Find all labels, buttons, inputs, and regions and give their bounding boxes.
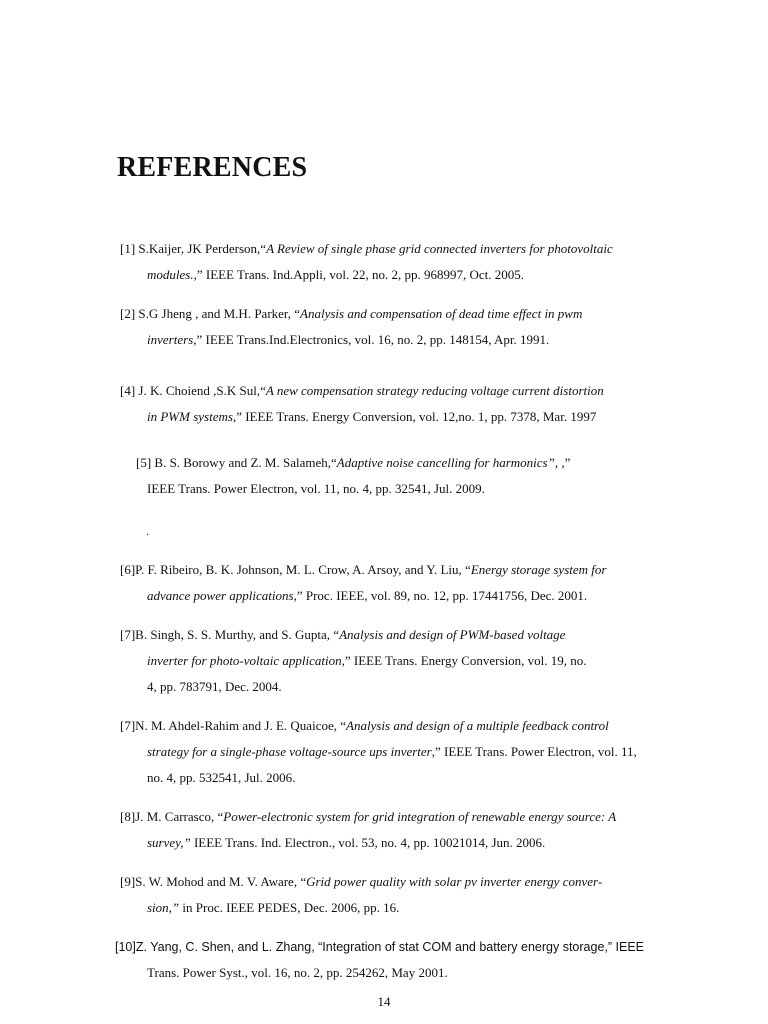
reference-line: [5] B. S. Borowy and Z. M. Salameh,“Adaptive noise cancelling for harmonics”, ,” [136,455,571,470]
reference-8 [120,804,616,856]
reference-line: [6]P. F. Ribeiro, B. K. Johnson, M. L. Crow, A. Arsoy, and Y. Liu, “Energy storage system for [120,562,607,577]
page-number: 14 [377,994,391,1009]
reference-line: [4] J. K. Choiend ,S.K Sul,“A new compensation strategy reducing voltage current distortion [120,383,604,398]
reference-5 [136,450,570,502]
reference-line: [7]N. M. Ahdel-Rahim and J. E. Quaicoe, “Analysis and design of a multiple feedback control [120,718,609,733]
reference-10 [115,934,644,986]
reference-line: 4, pp. 783791, Dec. 2004. [147,679,282,694]
reference-line: survey,” IEEE Trans. Ind. Electron., vol. 53, no. 4, pp. 10021014, Jun. 2006. [147,835,546,850]
reference-2 [120,301,582,353]
references-heading: REFERENCES [117,152,308,183]
reference-line: [7]B. Singh, S. S. Murthy, and S. Gupta, “Analysis and design of PWM-based voltage [120,627,566,642]
reference-line: IEEE Trans. Power Electron, vol. 11, no. 4, pp. 32541, Jul. 2009. [147,481,485,496]
reference-line: [9]S. W. Mohod and M. V. Aware, “Grid power quality with solar pv inverter energy conver- [120,874,603,889]
reference-line: inverter for photo-voltaic application,” IEEE Trans. Energy Conversion, vol. 19, no. [147,653,587,668]
reference-line: no. 4, pp. 532541, Jul. 2006. [147,770,296,785]
reference-line: [8]J. M. Carrasco, “Power-electronic system for grid integration of renewable energy source: A [120,809,617,824]
reference-6 [120,557,606,609]
reference-line: strategy for a single-phase voltage-source ups inverter,” IEEE Trans. Power Electron, vol. 11, [147,744,637,759]
reference-line: [10]Z. Yang, C. Shen, and L. Zhang, “Integration of stat COM and battery energy storage,” IEEE [115,940,644,954]
reference-line: inverters,” IEEE Trans.Ind.Electronics, vol. 16, no. 2, pp. 148154, Apr. 1991. [147,332,550,347]
reference-7b [120,713,637,791]
reference-4 [120,378,604,430]
reference-7a [120,622,587,700]
reference-1 [120,236,613,288]
reference-line: Trans. Power Syst., vol. 16, no. 2, pp. 254262, May 2001. [147,965,448,980]
reference-line: in PWM systems,” IEEE Trans. Energy Conversion, vol. 12,no. 1, pp. 7378, Mar. 1997 [147,409,597,424]
reference-line: [2] S.G Jheng , and M.H. Parker, “Analysis and compensation of dead time effect in pwm [120,306,583,321]
stray-dot: . [146,524,149,538]
reference-line: advance power applications,” Proc. IEEE, vol. 89, no. 12, pp. 17441756, Dec. 2001. [147,588,588,603]
reference-line: sion,” in Proc. IEEE PEDES, Dec. 2006, pp. 16. [147,900,400,915]
reference-9 [120,869,602,921]
reference-line: modules.,” IEEE Trans. Ind.Appli, vol. 22, no. 2, pp. 968997, Oct. 2005. [147,267,524,282]
reference-line: [1] S.Kaijer, JK Perderson,“A Review of single phase grid connected inverters for photovoltaic [120,241,613,256]
